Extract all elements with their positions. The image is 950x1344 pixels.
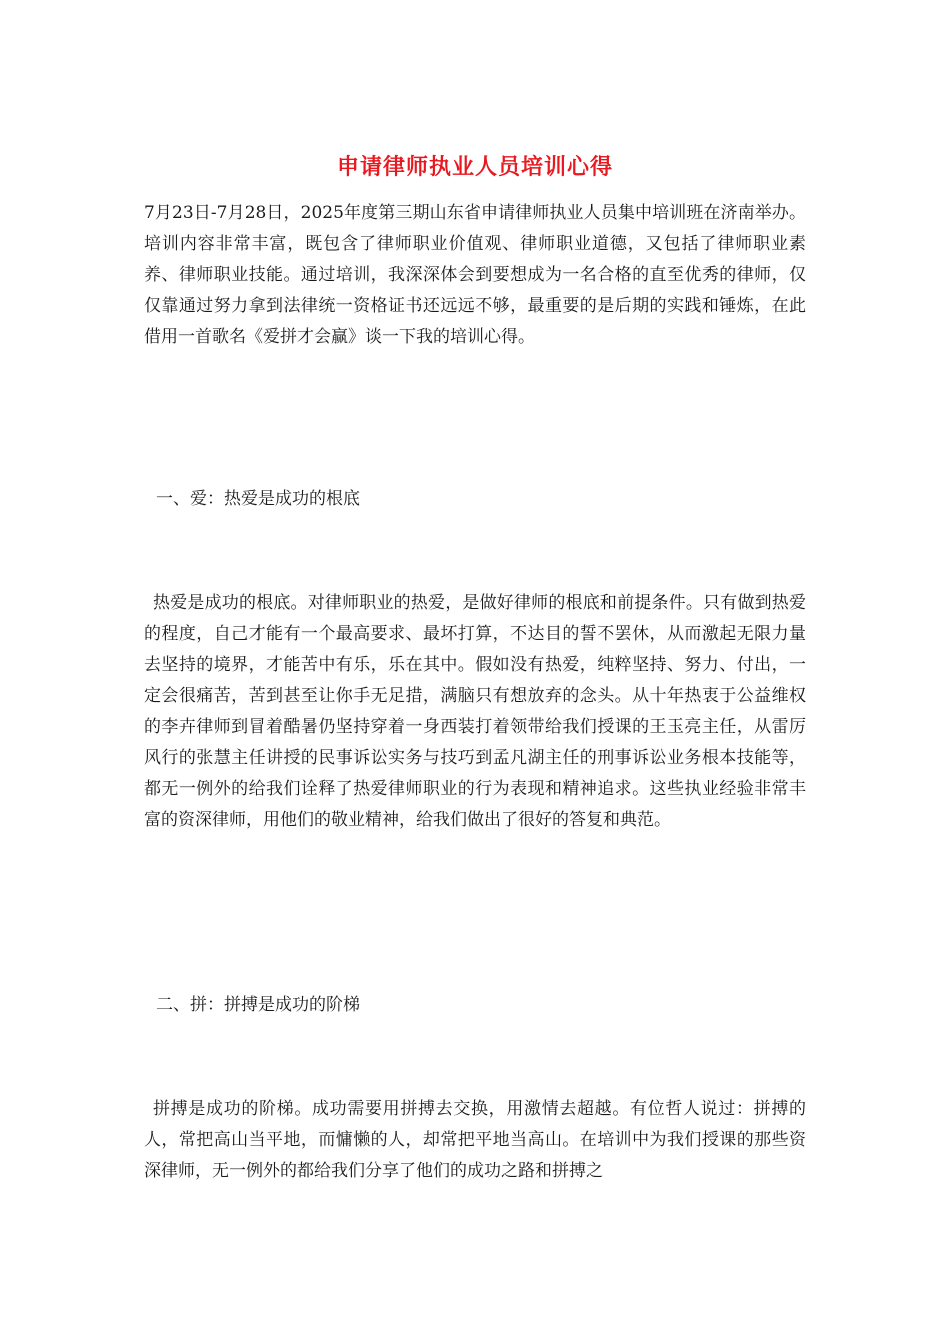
section-body-fight: 拼搏是成功的阶梯。成功需要用拼搏去交换，用激情去超越。有位哲人说过：拼搏的人，常把高山当平地，而慵懒的人，却常把平地当高山。在培训中为我们授课的那些资深律师，无一例外的都给我们分享了他们的成功之路和拼搏之	[144, 1099, 806, 1181]
document-title: 申请律师执业人员培训心得	[336, 154, 613, 180]
intro-paragraph: 7月23日-7月28日，2025年度第三期山东省申请律师执业人员集中培训班在济南举办。培训内容非常丰富，既包含了律师职业价值观、律师职业道德，又包括了律师职业素养、律师职业技能。通过培训，我深深体会到要想成为一名合格的直至优秀的律师，仅仅靠通过努力拿到法律统一资格证书还远远不够，最重要的是后期的实践和锤炼，在此借用一首歌名《爱拼才会赢》谈一下我的培训心得。	[144, 203, 806, 347]
section-heading-fight: 二、拼：拼搏是成功的阶梯	[156, 995, 360, 1015]
section-heading-love: 一、爱：热爱是成功的根底	[156, 489, 360, 509]
section-body-love: 热爱是成功的根底。对律师职业的热爱，是做好律师的根底和前提条件。只有做到热爱的程度，自己才能有一个最高要求、最坏打算，不达目的誓不罢休，从而激起无限力量去坚持的境界，才能苦中有乐，乐在其中。假如没有热爱，纯粹坚持、努力、付出，一定会很痛苦，苦到甚至让你手无足措，满脑只有想放弃的念头。从十年热衷于公益维权的李卉律师到冒着酷暑仍坚持穿着一身西装打着领带给我们授课的王玉亮主任，从雷厉风行的张慧主任讲授的民事诉讼实务与技巧到孟凡湖主任的刑事诉讼业务根本技能等，都无一例外的给我们诠释了热爱律师职业的行为表现和精神追求。这些执业经验非常丰富的资深律师，用他们的敬业精神，给我们做出了很好的答复和典范。	[144, 593, 806, 830]
